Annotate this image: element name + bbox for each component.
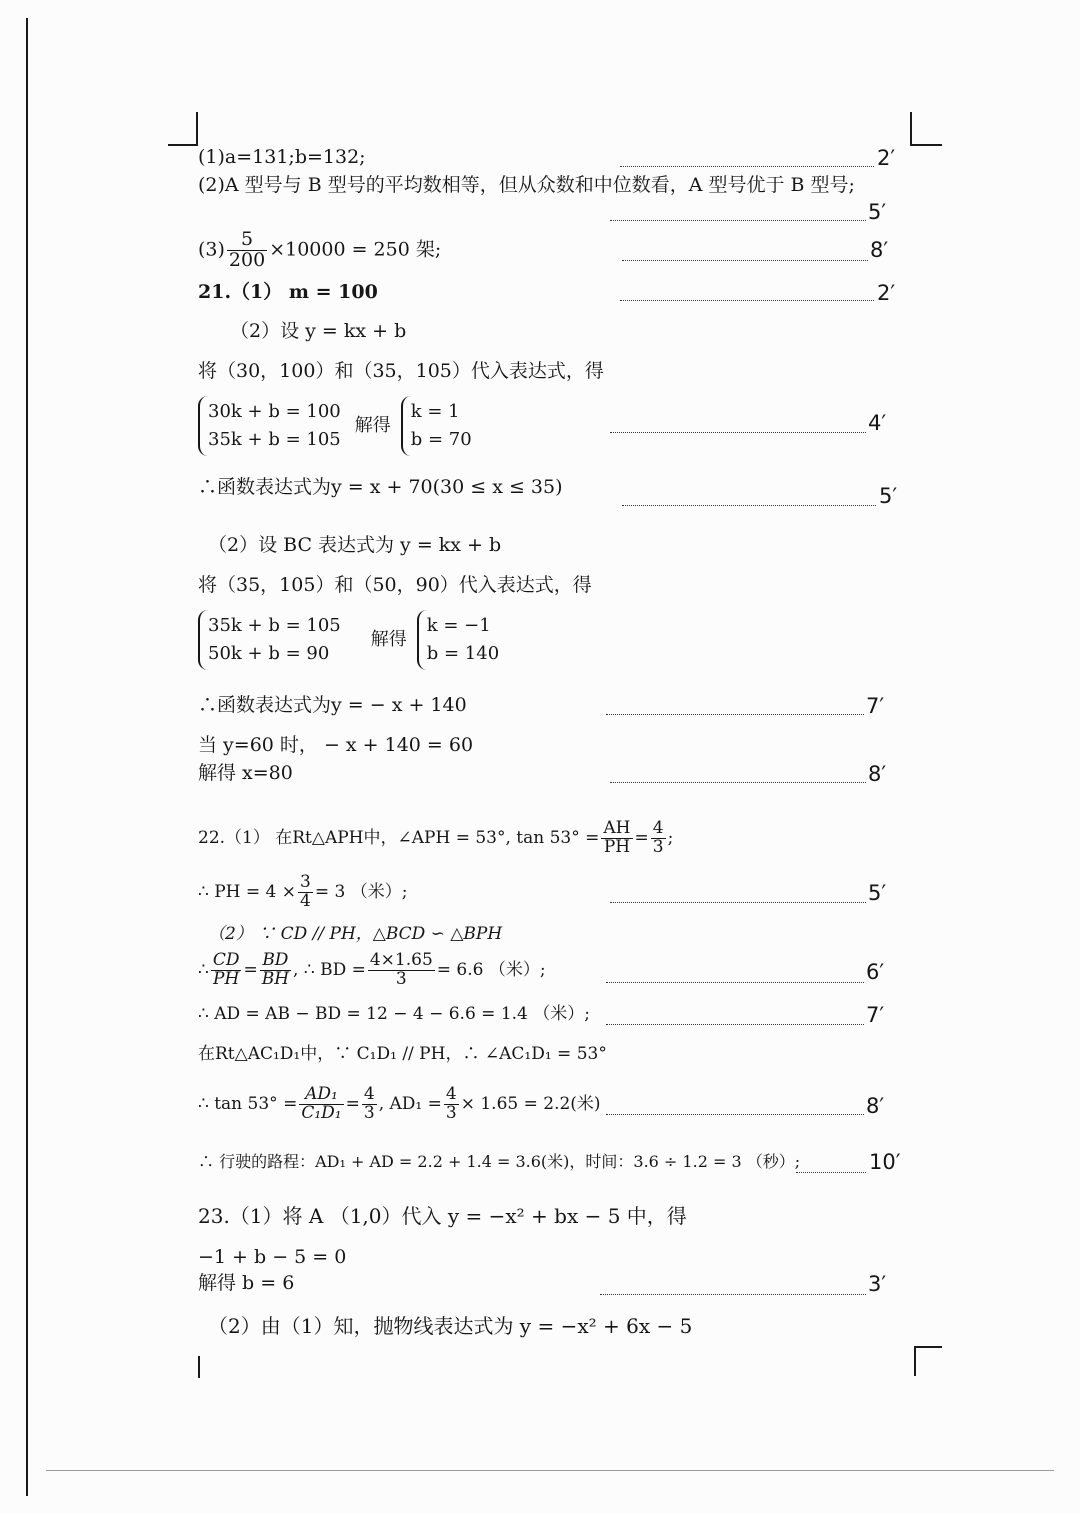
equation-system-1	[198, 396, 472, 456]
fraction	[299, 1086, 343, 1123]
bottom-left-corner-mark	[198, 1356, 200, 1378]
equation: 30k + b = 100	[208, 401, 341, 422]
numerator: 4×1.65	[369, 950, 433, 970]
answer-22-2-similar: （2） ∵ CD // PH，△BCD ∽ △BPH	[208, 924, 503, 944]
numerator: 3	[300, 872, 311, 892]
fraction	[362, 1086, 377, 1123]
score-mark: 8′	[870, 238, 889, 262]
score-leader	[606, 1024, 864, 1025]
score-leader	[610, 902, 866, 903]
bottom-scan-edge	[46, 1470, 1054, 1471]
fraction	[601, 820, 632, 857]
equation: 35k + b = 105	[208, 428, 341, 450]
denominator: 200	[228, 248, 266, 271]
score-mark: 6′	[866, 960, 885, 984]
result: k = −1	[426, 615, 491, 636]
left-scan-edge	[26, 18, 28, 1496]
fraction	[260, 952, 291, 989]
score-leader	[610, 432, 866, 433]
answer-20-2: (2)A 型号与 B 型号的平均数相等，但从众数和中位数看，A 型号优于 B 型号;	[198, 174, 855, 196]
numerator: AD₁	[299, 1086, 343, 1105]
text: ×10000 = 250 架;	[269, 238, 442, 261]
answer-21-1: 21.（1） m = 100	[198, 281, 378, 303]
text: ∴ PH = 4 ×	[198, 881, 296, 902]
score-leader	[610, 220, 866, 221]
numerator: AH	[603, 818, 631, 838]
score-leader	[606, 714, 864, 715]
numerator: 4	[652, 818, 664, 838]
answer-20-1: (1)a=131;b=132;	[198, 146, 366, 168]
score-leader	[610, 782, 866, 783]
function-expression-1: ∴函数表达式为y = x + 70(30 ≤ x ≤ 35)	[198, 476, 563, 498]
denominator: 4	[300, 890, 311, 911]
denominator: PH	[603, 836, 631, 857]
equation: 35k + b = 105	[208, 615, 341, 636]
system-result	[401, 396, 472, 456]
denominator: 3	[363, 1102, 375, 1123]
answer-23-equation: −1 + b − 5 = 0	[198, 1246, 347, 1268]
answer-22-1	[198, 820, 673, 857]
score-leader	[620, 300, 874, 301]
text: (3)	[198, 238, 225, 261]
score-mark: 5′	[868, 881, 887, 905]
top-right-corner-mark-v	[910, 112, 912, 146]
numerator: 4	[445, 1084, 457, 1104]
denominator: PH	[213, 968, 240, 989]
system-result	[417, 610, 499, 670]
bottom-right-corner-mark-h	[914, 1346, 942, 1348]
equation: 50k + b = 90	[208, 642, 330, 664]
text: =	[243, 959, 258, 980]
result: k = 1	[410, 401, 460, 422]
score-leader	[622, 260, 868, 261]
score-mark: 2′	[877, 146, 896, 170]
solve-label: 解得	[370, 628, 407, 650]
answer-23-solve: 解得 b = 6	[198, 1272, 295, 1294]
fraction	[651, 820, 666, 857]
answer-22-ph	[198, 874, 407, 911]
score-leader	[606, 982, 864, 983]
text: 22.（1） 在Rt△APH中，∠APH = 53°, tan 53° =	[198, 827, 600, 848]
score-leader	[606, 1114, 864, 1115]
answer-22-ad: ∴ AD = AB − BD = 12 − 4 − 6.6 = 1.4 （米）;	[198, 1004, 590, 1024]
denominator: 3	[445, 1102, 457, 1123]
when-y-60: 当 y=60 时， − x + 140 = 60	[198, 734, 474, 756]
text: , ∴ BD =	[293, 959, 366, 980]
score-mark: 3′	[868, 1272, 887, 1296]
text: ∴ tan 53° =	[198, 1093, 298, 1114]
score-mark: 7′	[866, 694, 885, 718]
result: b = 70	[410, 428, 472, 450]
answer-21-2-substitute: 将（30，100）和（35，105）代入表达式，得	[198, 360, 604, 382]
fraction	[211, 952, 242, 989]
fraction	[227, 230, 267, 271]
system-left	[198, 396, 341, 456]
denominator: 3	[652, 836, 664, 857]
solve-label: 解得	[354, 414, 391, 436]
top-left-corner-mark-h	[168, 144, 198, 146]
text: ;	[667, 827, 674, 848]
text: ∴	[198, 959, 209, 980]
score-mark: 10′	[869, 1150, 901, 1174]
top-right-corner-mark-h	[910, 144, 942, 146]
answer-22-distance: ∴ 行驶的路程：AD₁ + AD = 2.2 + 1.4 = 3.6(米)，时间：3.6 ÷ 1.2 = 3 （秒）;	[198, 1152, 801, 1171]
equation-system-2	[198, 610, 499, 670]
numerator: CD	[212, 950, 240, 970]
score-leader	[622, 505, 876, 506]
score-mark: 7′	[866, 1003, 885, 1027]
score-mark: 8′	[868, 762, 887, 786]
answer-22-tan	[198, 1086, 601, 1123]
fraction	[444, 1086, 459, 1123]
score-mark: 4′	[868, 411, 887, 435]
bottom-right-corner-mark-v	[914, 1346, 916, 1376]
result: b = 140	[426, 642, 500, 664]
answer-22-bd	[198, 952, 546, 989]
text: , AD₁ =	[378, 1093, 442, 1114]
numerator: BD	[260, 952, 291, 971]
denominator: C₁D₁	[301, 1102, 342, 1123]
fraction	[298, 874, 313, 911]
numerator: 4	[363, 1084, 375, 1104]
score-leader	[620, 166, 874, 167]
fraction	[368, 952, 435, 989]
text: = 3 （米）;	[314, 881, 408, 902]
answer-20-3	[198, 230, 441, 271]
text: =	[345, 1093, 360, 1114]
text: = 6.6 （米）;	[436, 959, 546, 980]
function-expression-2: ∴函数表达式为y = − x + 140	[198, 694, 467, 716]
answer-22-rt-triangle: 在Rt△AC₁D₁中，∵ C₁D₁ // PH，∴ ∠AC₁D₁ = 53°	[198, 1044, 607, 1064]
system-left	[198, 610, 341, 670]
numerator: 5	[227, 230, 267, 251]
answer-23-1: 23.（1）将 A （1,0）代入 y = −x² + bx − 5 中，得	[198, 1204, 687, 1228]
answer-21-bc-substitute: 将（35，105）和（50，90）代入表达式，得	[198, 574, 592, 596]
denominator: 3	[395, 968, 407, 989]
score-mark: 2′	[877, 281, 896, 305]
score-mark: 8′	[866, 1094, 885, 1118]
denominator: BH	[261, 968, 290, 989]
score-mark: 5′	[879, 484, 898, 508]
text: =	[634, 827, 649, 848]
top-left-corner-mark-v	[196, 112, 198, 146]
solve-x: 解得 x=80	[198, 762, 293, 784]
text: × 1.65 = 2.2(米)	[460, 1093, 601, 1114]
answer-21-2-setup: （2）设 y = kx + b	[230, 320, 407, 342]
answer-23-2: （2）由（1）知，抛物线表达式为 y = −x² + 6x − 5	[208, 1314, 693, 1338]
score-leader	[796, 1172, 866, 1173]
answer-21-bc-setup: （2）设 BC 表达式为 y = kx + b	[208, 534, 502, 556]
score-leader	[600, 1294, 866, 1295]
score-mark: 5′	[868, 200, 887, 224]
